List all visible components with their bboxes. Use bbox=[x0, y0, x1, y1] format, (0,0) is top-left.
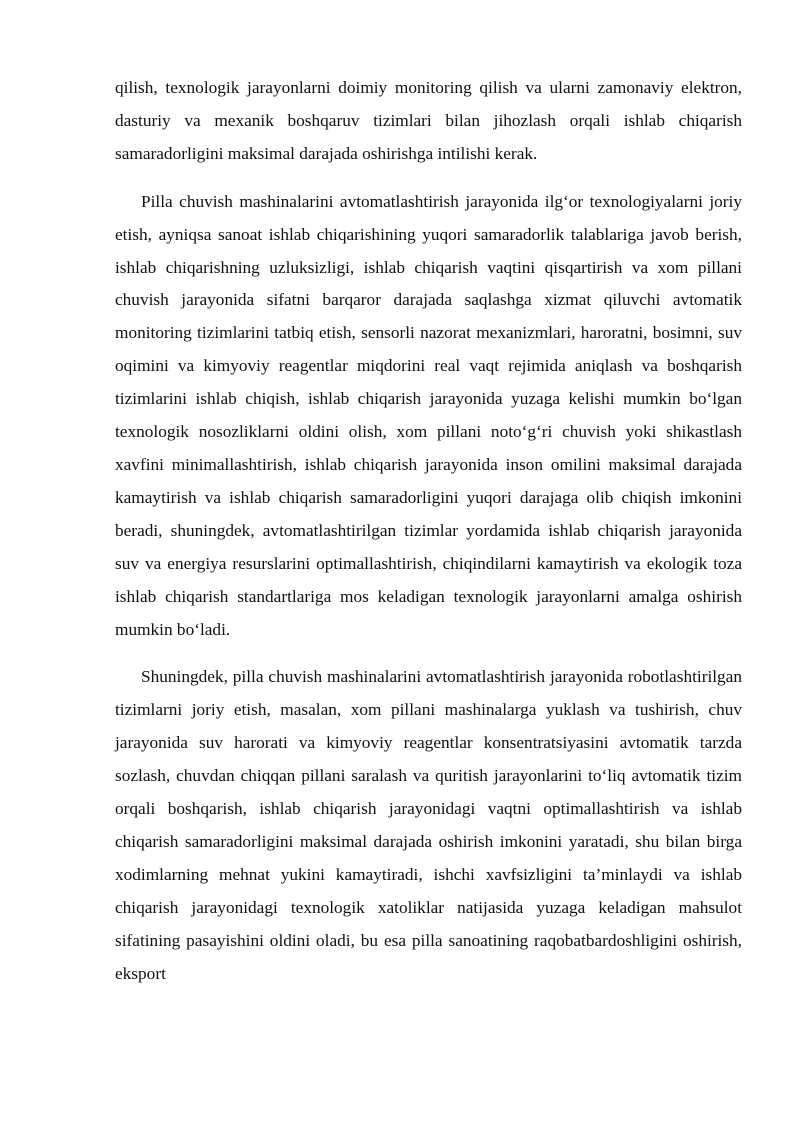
paragraph-continuation: qilish, texnologik jarayonlarni doimiy monitoring qilish va ularni zamonaviy elektron, dasturiy va mexanik boshqaruv tizimlari bilan jihozlash orqali ishlab chiqarish samaradorligini maksimal darajada oshirishga intilishi kerak. bbox=[115, 78, 742, 163]
document-page bbox=[115, 72, 742, 990]
paragraph-robotic-systems: Shuningdek, pilla chuvish mashinalarini avtomatlashtirish jarayonida robotlashtirilgan tizimlarni joriy etish, masalan, xom pillani mashinalarga yuklash va tushirish, chuv jarayonida suv harorati va kimyoviy reagentlar konsentratsiyasini avtomatik tarzda sozlash, chuvdan chiqqan pillani saralash va quritish jarayonlarini to‘liq avtomatik tizim orqali boshqarish, ishlab chiqarish jarayonidagi vaqtni optimallashtirish va ishlab chiqarish samaradorligini maksimal darajada oshirish imkonini yaratadi, shu bilan birga xodimlarning mehnat yukini kamaytiradi, ishchi xavfsizligini ta’minlaydi va ishlab chiqarish jarayonidagi texnologik xatoliklar natijasida yuzaga keladigan mahsulot sifatining pasayishini oldini oladi, bu esa pilla sanoatining raqobatbardoshligini oshirish, eksport bbox=[115, 667, 742, 983]
paragraph-automation-technologies: Pilla chuvish mashinalarini avtomatlashtirish jarayonida ilg‘or texnologiyalarni joriy etish, ayniqsa sanoat ishlab chiqarishining yuqori samaradorlik talablariga javob berish, ishlab chiqarishning uzluksizligi, ishlab chiqarish vaqtini qisqartirish va xom pillani chuvish jarayonida sifatni barqaror darajada saqlashga xizmat qiluvchi avtomatik monitoring tizimlarini tatbiq etish, sensorli nazorat mexanizmlari, haroratni, bosimni, suv oqimini va kimyoviy reagentlar miqdorini real vaqt rejimida aniqlash va boshqarish tizimlarini ishlab chiqish, ishlab chiqarish jarayonida yuzaga kelishi mumkin bo‘lgan texnologik nosozliklarni oldini olish, xom pillani noto‘g‘ri chuvish yoki shikastlash xavfini minimallashtirish, ishlab chiqarish jarayonida inson omilini maksimal darajada kamaytirish va ishlab chiqarish samaradorligini yuqori darajaga olib chiqish imkonini beradi, shuningdek, avtomatlashtirilgan tizimlar yordamida ishlab chiqarish jarayonida suv va energiya resurslarini optimallashtirish, chiqindilarni kamaytirish va ekologik toza ishlab chiqarish standartlariga mos keladigan texnologik jarayonlarni amalga oshirish mumkin bo‘ladi. bbox=[115, 191, 742, 639]
